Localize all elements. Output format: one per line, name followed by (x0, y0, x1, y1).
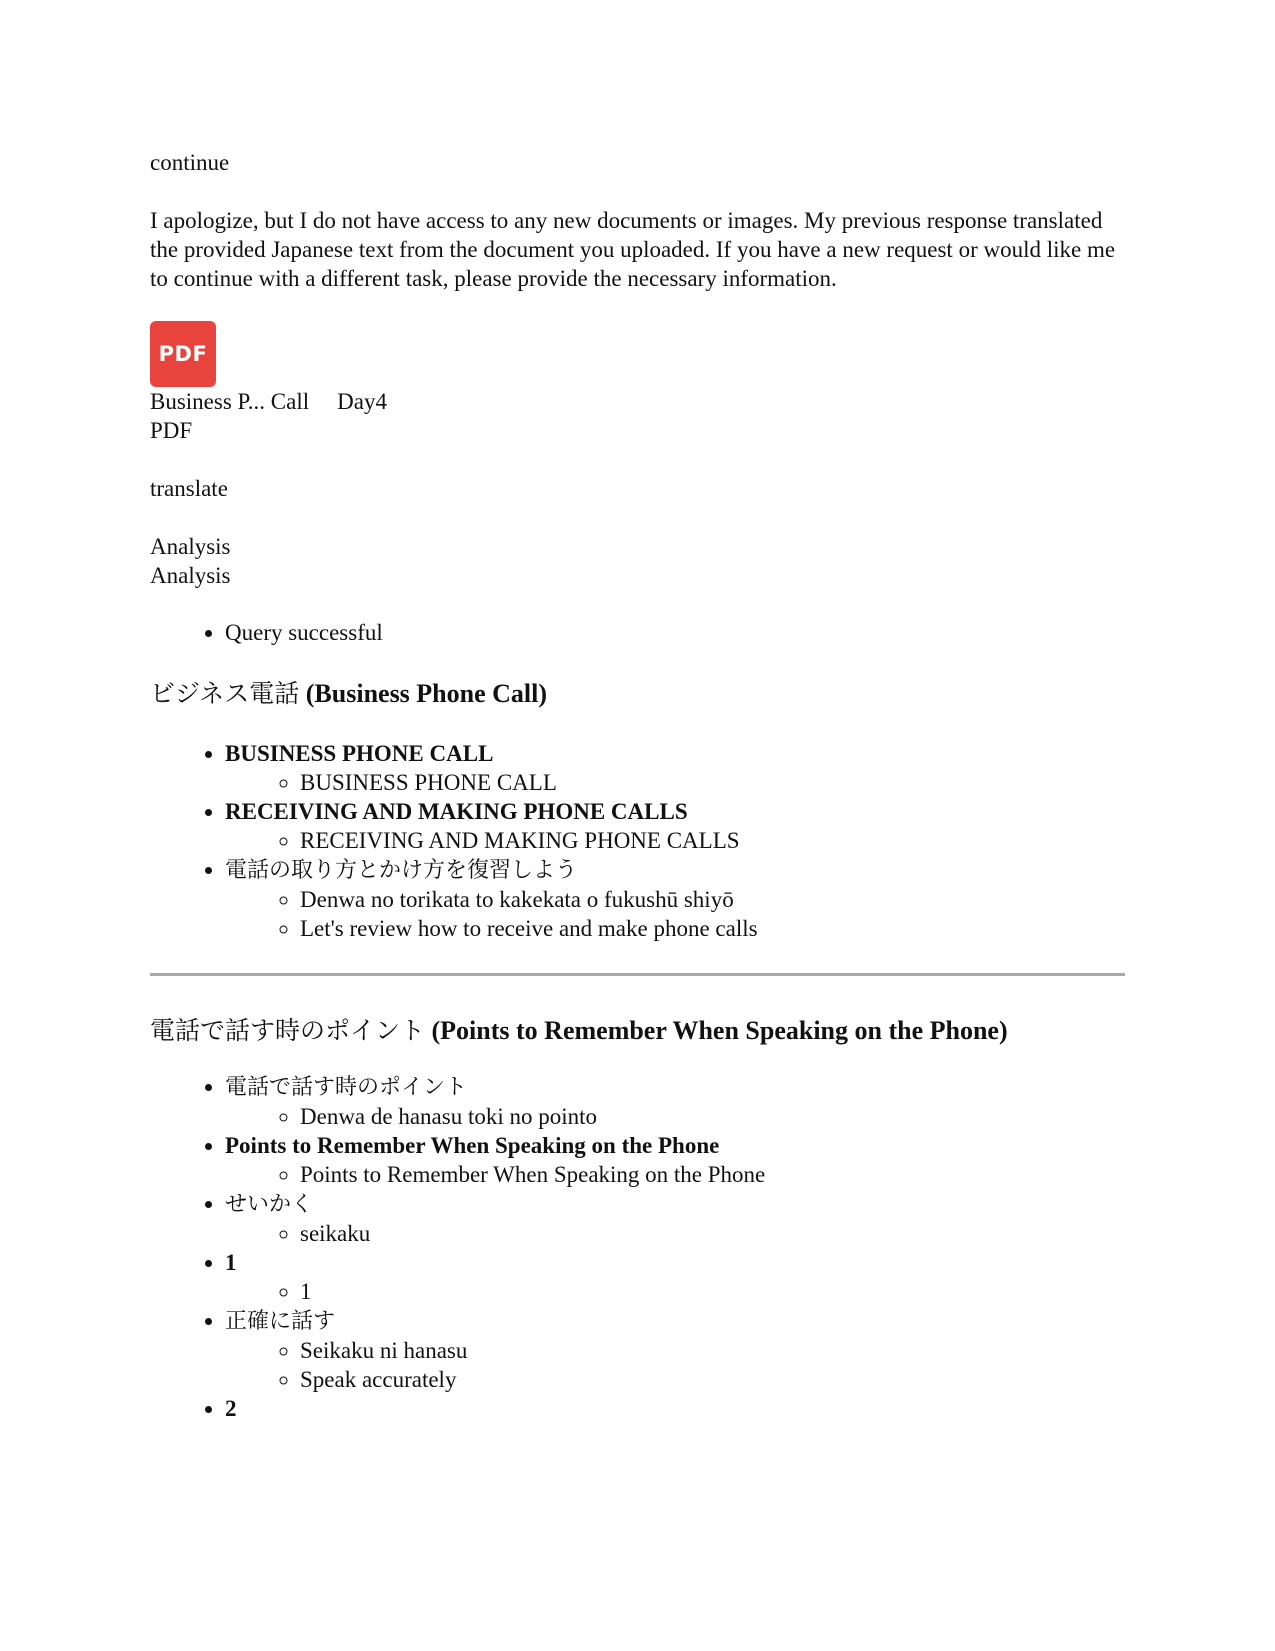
section1-list (150, 739, 1125, 943)
pdf-icon-label: PDF (158, 342, 208, 366)
analysis-block (150, 532, 1125, 590)
list-item-main: 電話の取り方とかけ方を復習しよう (225, 858, 578, 883)
sub-list-item: ◦ Seikaku ni hanasu (300, 1336, 1125, 1365)
section-heading-jp: 電話で話す時のポイント (150, 1016, 426, 1045)
list-item (225, 1248, 1125, 1306)
sub-list-item: ◦ BUSINESS PHONE CALL (300, 768, 1125, 797)
list-item (225, 1306, 1125, 1394)
list-item-main: 正確に話す (225, 1309, 336, 1334)
list-item-main: Points to Remember When Speaking on the Phone (225, 1133, 720, 1158)
user-message: continue (150, 150, 230, 175)
section-heading-en: (Points to Remember When Speaking on the Phone) (431, 1016, 1008, 1045)
status-list (150, 618, 1125, 647)
list-item (225, 1131, 1125, 1189)
sub-list-item: ◦ 1 (300, 1277, 1125, 1306)
sub-list-item: ◦ RECEIVING AND MAKING PHONE CALLS (300, 826, 1125, 855)
list-item (225, 855, 1125, 943)
section-heading-en: (Business Phone Call) (305, 679, 548, 708)
attachment-name (150, 387, 1125, 416)
sub-list-item: ◦ Let's review how to receive and make phone calls (300, 914, 1125, 943)
section2-list (150, 1072, 1125, 1423)
analysis-label: Analysis (150, 534, 231, 559)
list-item (225, 1394, 1125, 1423)
attachment-name-main: Business P... Call (150, 389, 310, 414)
section-heading (150, 677, 1125, 711)
sub-list-item: ◦ Denwa no torikata to kakekata o fukushū shiyō (300, 885, 1125, 914)
section-heading (150, 1014, 1125, 1048)
user-message: translate (150, 476, 228, 501)
list-item (225, 1189, 1125, 1248)
analysis-label: Analysis (150, 563, 231, 588)
assistant-response: I apologize, but I do not have access to any new documents or images. My previous response translated the provided Japanese text from the document you uploaded. If you have a new request or would like me to continue with a different task, please provide the necessary information. (150, 208, 1116, 291)
list-item (225, 1072, 1125, 1131)
list-item-main: BUSINESS PHONE CALL (225, 741, 494, 766)
list-item-main: 2 (225, 1396, 237, 1421)
list-item (225, 739, 1125, 797)
attachment-card[interactable] (150, 321, 1125, 445)
sub-list-item: ◦ Denwa de hanasu toki no pointo (300, 1102, 1125, 1131)
sub-list-item: ◦ Speak accurately (300, 1365, 1125, 1394)
list-item-main: 電話で話す時のポイント (225, 1075, 468, 1100)
pdf-file-icon (150, 321, 216, 387)
attachment-type: PDF (150, 418, 193, 443)
section-heading-jp: ビジネス電話 (150, 679, 300, 708)
list-item-main: RECEIVING AND MAKING PHONE CALLS (225, 799, 688, 824)
list-item-main: せいかく (225, 1192, 314, 1217)
list-item (225, 797, 1125, 855)
list-item-main: 1 (225, 1250, 237, 1275)
attachment-name-suffix: Day4 (337, 389, 387, 414)
status-item: • Query successful (225, 618, 1125, 647)
section-divider (150, 973, 1125, 976)
document-page (150, 148, 1125, 1423)
sub-list-item: ◦ Points to Remember When Speaking on the Phone (300, 1160, 1125, 1189)
sub-list-item: ◦ seikaku (300, 1219, 1125, 1248)
